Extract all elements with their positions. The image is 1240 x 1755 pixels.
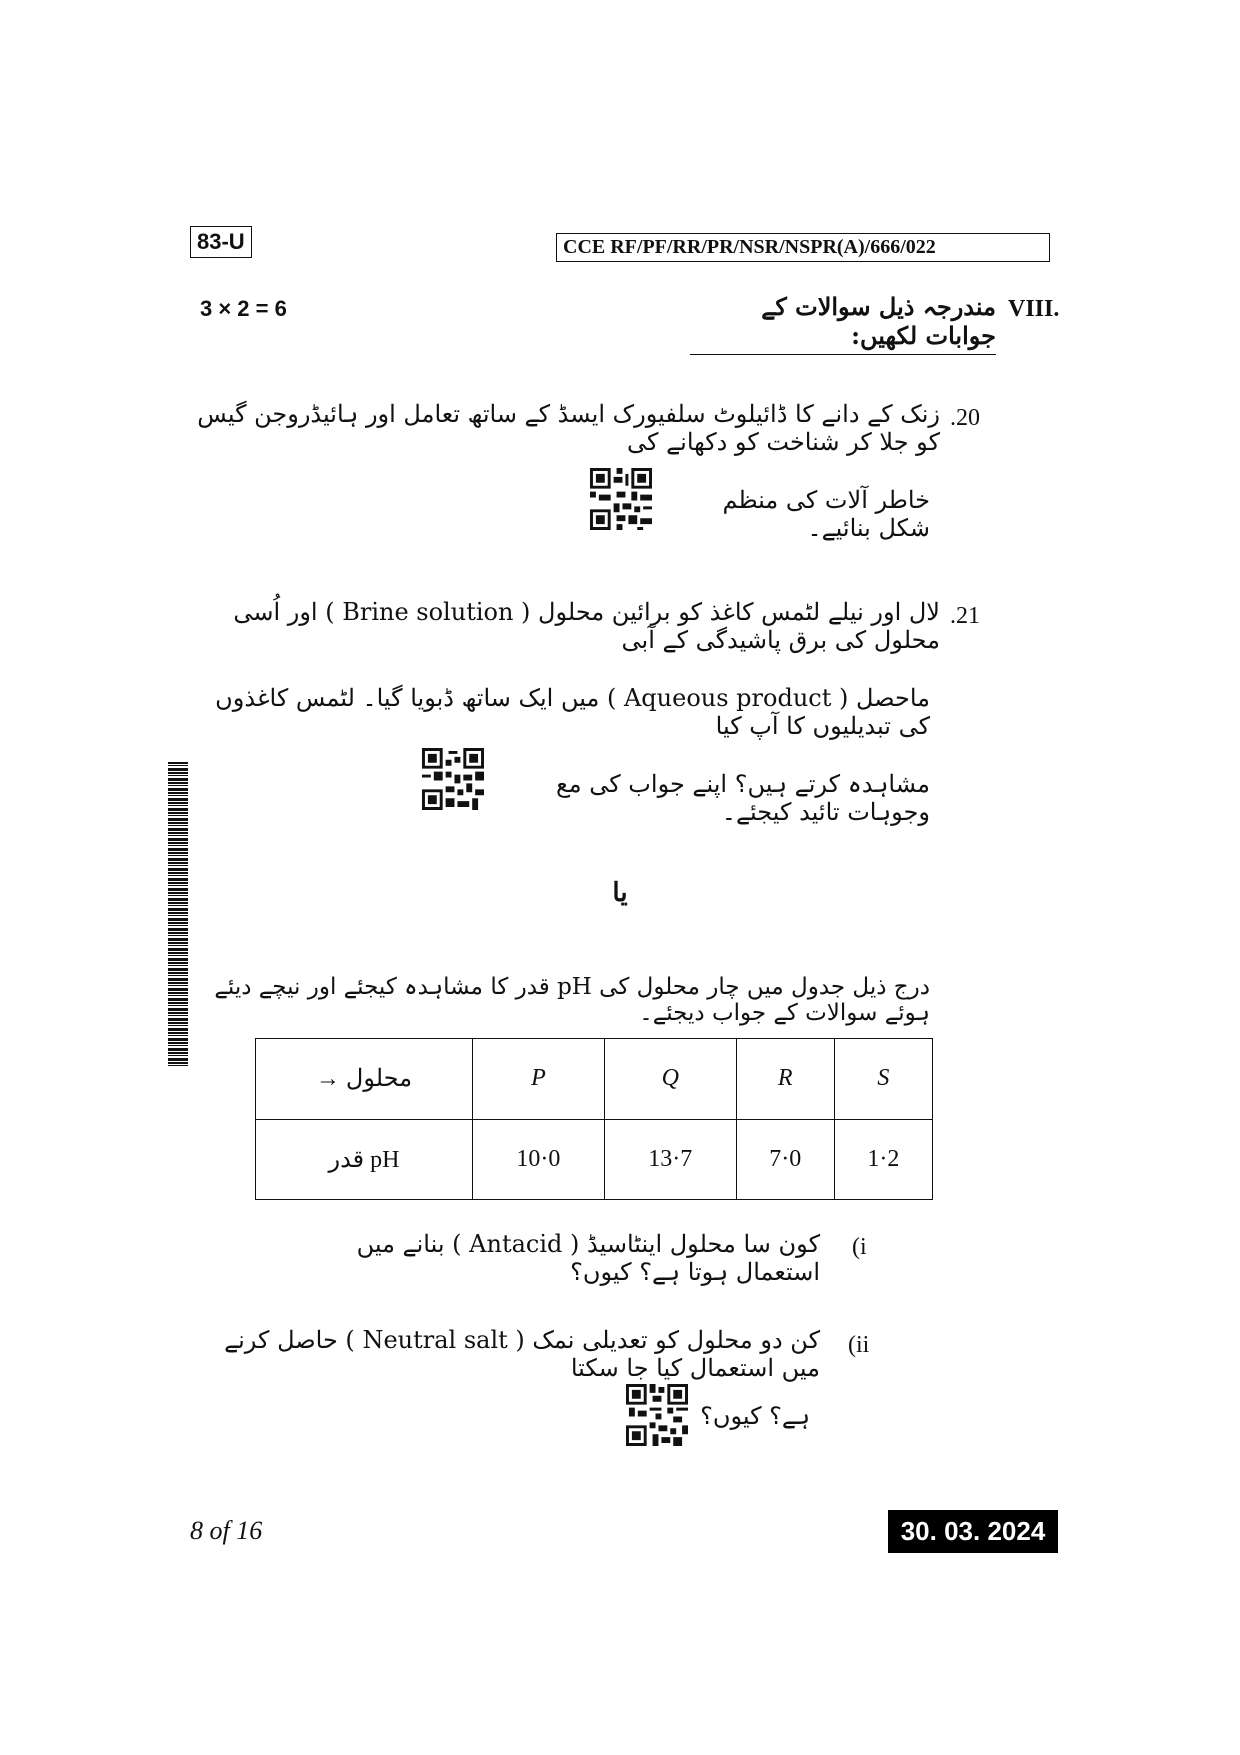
subquestion-ii-label: (ii <box>848 1332 870 1358</box>
table-row <box>256 1119 933 1200</box>
reference-code-box: CCE RF/PF/RR/PR/NSR/NSPR(A)/666/022 <box>556 233 1050 262</box>
section-title: مندرجہ ذیل سوالات کے جوابات لکھیں: <box>690 292 996 355</box>
question-21-line-3: مشاہدہ کرتے ہیں؟ اپنے جواب کی مع وجوہات تائید کیجئے۔ <box>555 770 930 826</box>
table-header-cell: R <box>736 1039 834 1120</box>
table-header-cell: P <box>473 1039 605 1120</box>
question-20-line-1: زنک کے دانے کا ڈائیلوٹ سلفیورک ایسڈ کے ساتھ تعامل اور ہائیڈروجن گیس کو جلا کر شناخت کو دکھانے کی <box>197 400 940 456</box>
question-21-number: .21 <box>950 603 980 629</box>
exam-date: 30. 03. 2024 <box>888 1510 1058 1553</box>
or-separator: یا <box>612 878 628 908</box>
table-cell: 1·2 <box>834 1119 932 1200</box>
page-number: 8 of 16 <box>190 1516 263 1545</box>
table-header-cell: Q <box>604 1039 736 1120</box>
paper-code-box: 83-U <box>190 226 252 258</box>
table-header-label: محلول → <box>256 1039 473 1120</box>
table-cell: 13·7 <box>604 1119 736 1200</box>
marks-allocation: 3 × 2 = 6 <box>200 296 287 321</box>
ph-table <box>255 1038 933 1200</box>
table-header-cell: S <box>834 1039 932 1120</box>
section-number: VIII. <box>1008 296 1060 322</box>
question-21-line-2: ماحصل ( Aqueous product ) میں ایک ساتھ ڈبویا گیا۔ لٹمس کاغذوں کی تبدیلیوں کا آپ کیا <box>215 684 930 740</box>
table-cell: 7·0 <box>736 1119 834 1200</box>
qr-code-icon <box>590 468 652 530</box>
table-row-label: pH قدر <box>256 1119 473 1200</box>
subquestion-i-text: کون سا محلول اینٹاسیڈ ( Antacid ) بنانے میں استعمال ہوتا ہے؟ کیوں؟ <box>356 1230 820 1286</box>
table-cell: 10·0 <box>473 1119 605 1200</box>
question-21-line-1: لال اور نیلے لٹمس کاغذ کو برائین محلول ( Brine solution ) اور اُسی محلول کی برق پاشیدگی کے آبی <box>233 598 940 654</box>
qr-code-icon <box>422 748 484 810</box>
subquestion-ii-line-1: کن دو محلول کو تعدیلی نمک ( Neutral salt ) حاصل کرنے میں استعمال کیا جا سکتا <box>224 1326 820 1382</box>
table-row <box>256 1039 933 1120</box>
subquestion-i-label: (i <box>852 1234 867 1260</box>
alternative-intro: درج ذیل جدول میں چار محلول کی pH قدر کا مشاہدہ کیجئے اور نیچے دیئے ہوئے سوالات کے جواب دیجئے۔ <box>214 974 930 1026</box>
subquestion-ii-line-2: ہے؟ کیوں؟ <box>700 1402 810 1430</box>
qr-code-icon <box>626 1384 688 1446</box>
question-20-line-2: خاطر آلات کی منظم شکل بنائیے۔ <box>722 486 930 542</box>
question-20-number: .20 <box>950 405 980 431</box>
barcode <box>168 762 188 1068</box>
